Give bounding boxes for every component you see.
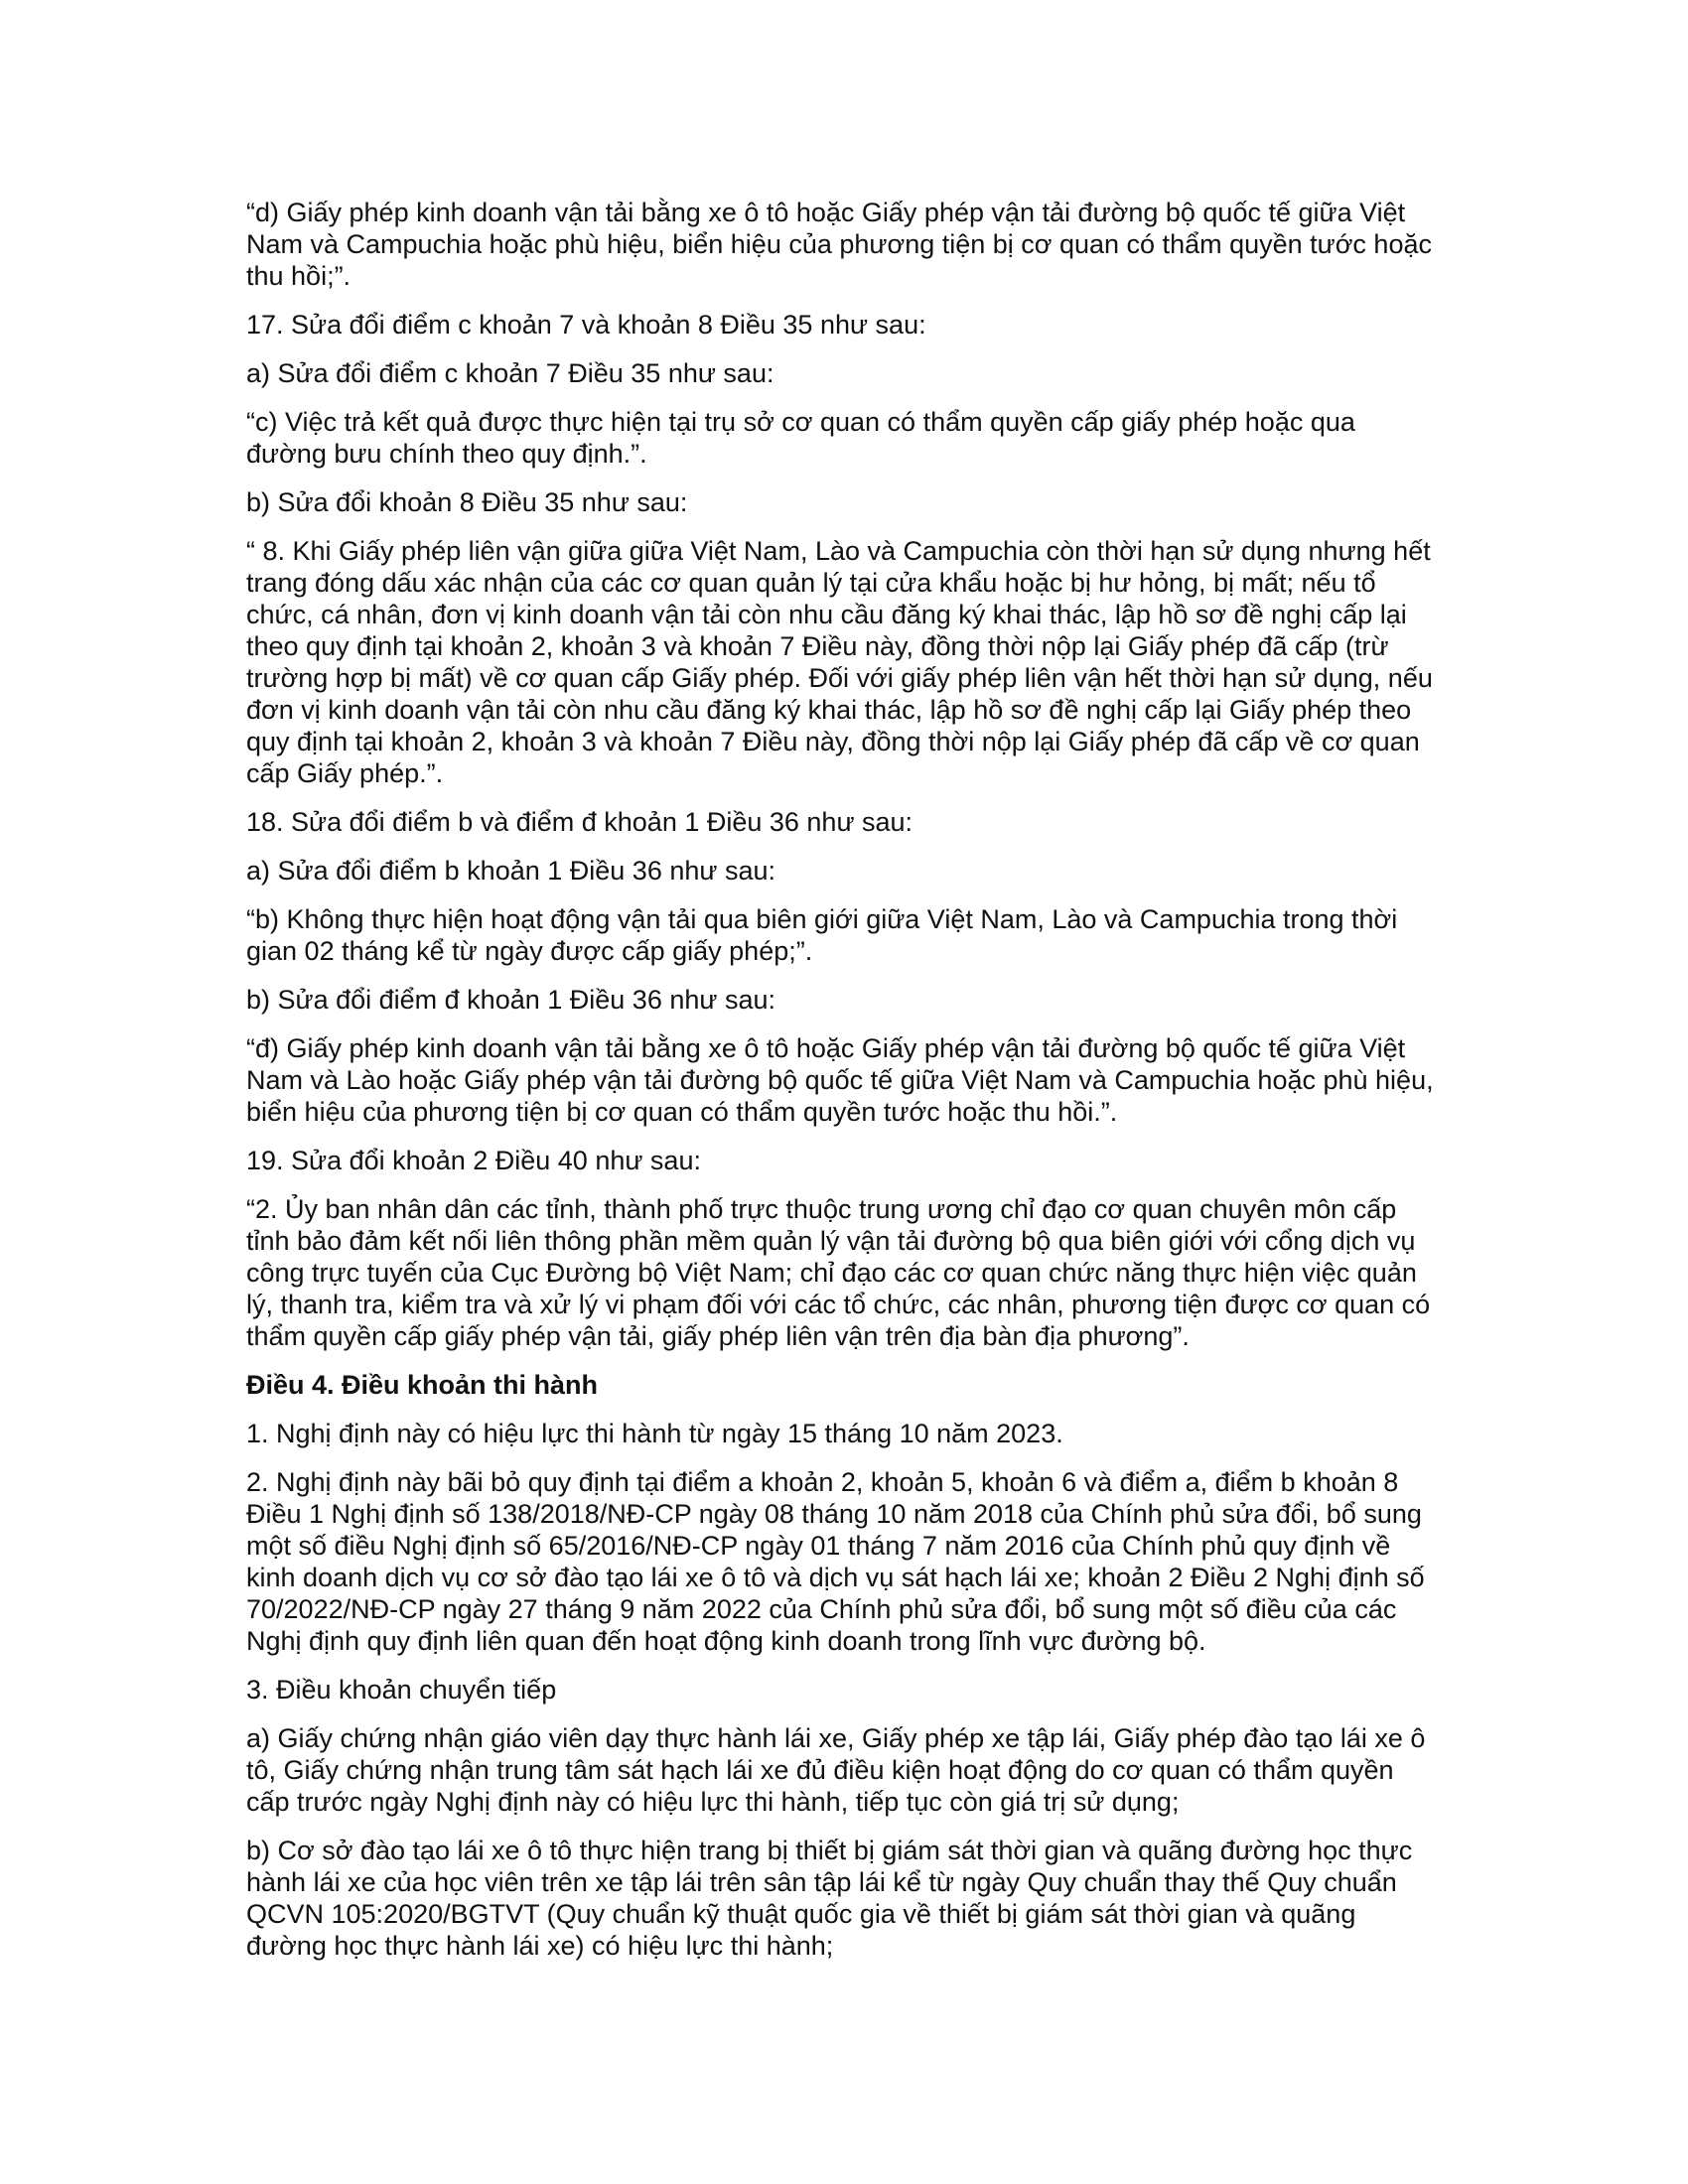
- article-heading: Điều 4. Điều khoản thi hành: [246, 1370, 599, 1400]
- paragraph: b) Sửa đổi điểm đ khoản 1 Điều 36 như sau:: [246, 985, 775, 1015]
- paragraph: 17. Sửa đổi điểm c khoản 7 và khoản 8 Điều 35 như sau:: [246, 310, 926, 340]
- paragraph: “d) Giấy phép kinh doanh vận tải bằng xe ô tô hoặc Giấy phép vận tải đường bộ quốc tế giữa Việt Nam và Campuchia hoặc phù hiệu, biển hiệu của phương tiện bị cơ quan có thẩm quyền tước hoặc thu hồi;”.: [246, 198, 1432, 291]
- paragraph: “b) Không thực hiện hoạt động vận tải qua biên giới giữa Việt Nam, Lào và Campuchia trong thời gian 02 tháng kể từ ngày được cấp giấy phép;”.: [246, 904, 1398, 966]
- article-paragraph: 3. Điều khoản chuyển tiếp: [246, 1675, 557, 1705]
- article-paragraph: 1. Nghị định này có hiệu lực thi hành từ ngày 15 tháng 10 năm 2023.: [246, 1419, 1063, 1448]
- paragraph: a) Sửa đổi điểm c khoản 7 Điều 35 như sau:: [246, 358, 774, 388]
- article-paragraph: b) Cơ sở đào tạo lái xe ô tô thực hiện trang bị thiết bị giám sát thời gian và quãng đường học thực hành lái xe của học viên trên xe tập lái trên sân tập lái kể từ ngày Quy chuẩn thay thế Quy chuẩn QCVN 105:2020/BGTVT (Quy chuẩn kỹ thuật quốc gia về thiết bị giám sát thời gian và quãng đường học thực hành lái xe) có hiệu lực thi hành;: [246, 1836, 1413, 1961]
- article-paragraph: 2. Nghị định này bãi bỏ quy định tại điểm a khoản 2, khoản 5, khoản 6 và điểm a, điểm b khoản 8 Điều 1 Nghị định số 138/2018/NĐ-CP ngày 08 tháng 10 năm 2018 của Chính phủ sửa đổi, bổ sung một số điều Nghị định số 65/2016/NĐ-CP ngày 01 tháng 7 năm 2016 của Chính phủ quy định về kinh doanh dịch vụ cơ sở đào tạo lái xe ô tô và dịch vụ sát hạch lái xe; khoản 2 Điều 2 Nghị định số 70/2022/NĐ-CP ngày 27 tháng 9 năm 2022 của Chính phủ sửa đổi, bổ sung một số điều của các Nghị định quy định liên quan đến hoạt động kinh doanh trong lĩnh vực đường bộ.: [246, 1467, 1425, 1656]
- paragraph: “đ) Giấy phép kinh doanh vận tải bằng xe ô tô hoặc Giấy phép vận tải đường bộ quốc tế giữa Việt Nam và Lào hoặc Giấy phép vận tải đường bộ quốc tế giữa Việt Nam và Campuchia hoặc phù hiệu, biển hiệu của phương tiện bị cơ quan có thẩm quyền tước hoặc thu hồi.”.: [246, 1033, 1434, 1127]
- paragraph: “2. Ủy ban nhân dân các tỉnh, thành phố trực thuộc trung ương chỉ đạo cơ quan chuyên môn cấp tỉnh bảo đảm kết nối liên thông phần mềm quản lý vận tải đường bộ qua biên giới với cổng dịch vụ công trực tuyến của Cục Đường bộ Việt Nam; chỉ đạo các cơ quan chức năng thực hiện việc quản lý, thanh tra, kiểm tra và xử lý vi phạm đối với các tổ chức, các nhân, phương tiện được cơ quan có thẩm quyền cấp giấy phép vận tải, giấy phép liên vận trên địa bàn địa phương”.: [246, 1194, 1431, 1351]
- paragraph: b) Sửa đổi khoản 8 Điều 35 như sau:: [246, 487, 688, 517]
- paragraph: 18. Sửa đổi điểm b và điểm đ khoản 1 Điều 36 như sau:: [246, 807, 914, 837]
- paragraph: 19. Sửa đổi khoản 2 Điều 40 như sau:: [246, 1146, 701, 1175]
- article-paragraph: a) Giấy chứng nhận giáo viên dạy thực hành lái xe, Giấy phép xe tập lái, Giấy phép đào tạo lái xe ô tô, Giấy chứng nhận trung tâm sát hạch lái xe đủ điều kiện hoạt động do cơ quan có thẩm quyền cấp trước ngày Nghị định này có hiệu lực thi hành, tiếp tục còn giá trị sử dụng;: [246, 1723, 1426, 1817]
- paragraph: “ 8. Khi Giấy phép liên vận giữa giữa Việt Nam, Lào và Campuchia còn thời hạn sử dụng nhưng hết trang đóng dấu xác nhận của các cơ quan quản lý tại cửa khẩu hoặc bị hư hỏng, bị mất; nếu tổ chức, cá nhân, đơn vị kinh doanh vận tải còn nhu cầu đăng ký khai thác, lập hồ sơ đề nghị cấp lại theo quy định tại khoản 2, khoản 3 và khoản 7 Điều này, đồng thời nộp lại Giấy phép đã cấp (trừ trường hợp bị mất) về cơ quan cấp Giấy phép. Đối với giấy phép liên vận hết thời hạn sử dụng, nếu đơn vị kinh doanh vận tải còn nhu cầu đăng ký khai thác, lập hồ sơ đề nghị cấp lại Giấy phép theo quy định tại khoản 2, khoản 3 và khoản 7 Điều này, đồng thời nộp lại Giấy phép đã cấp về cơ quan cấp Giấy phép.”.: [246, 536, 1433, 788]
- paragraph: a) Sửa đổi điểm b khoản 1 Điều 36 như sau:: [246, 856, 775, 886]
- document-page: [246, 197, 1438, 1979]
- paragraph: “c) Việc trả kết quả được thực hiện tại trụ sở cơ quan có thẩm quyền cấp giấy phép hoặc qua đường bưu chính theo quy định.”.: [246, 407, 1355, 469]
